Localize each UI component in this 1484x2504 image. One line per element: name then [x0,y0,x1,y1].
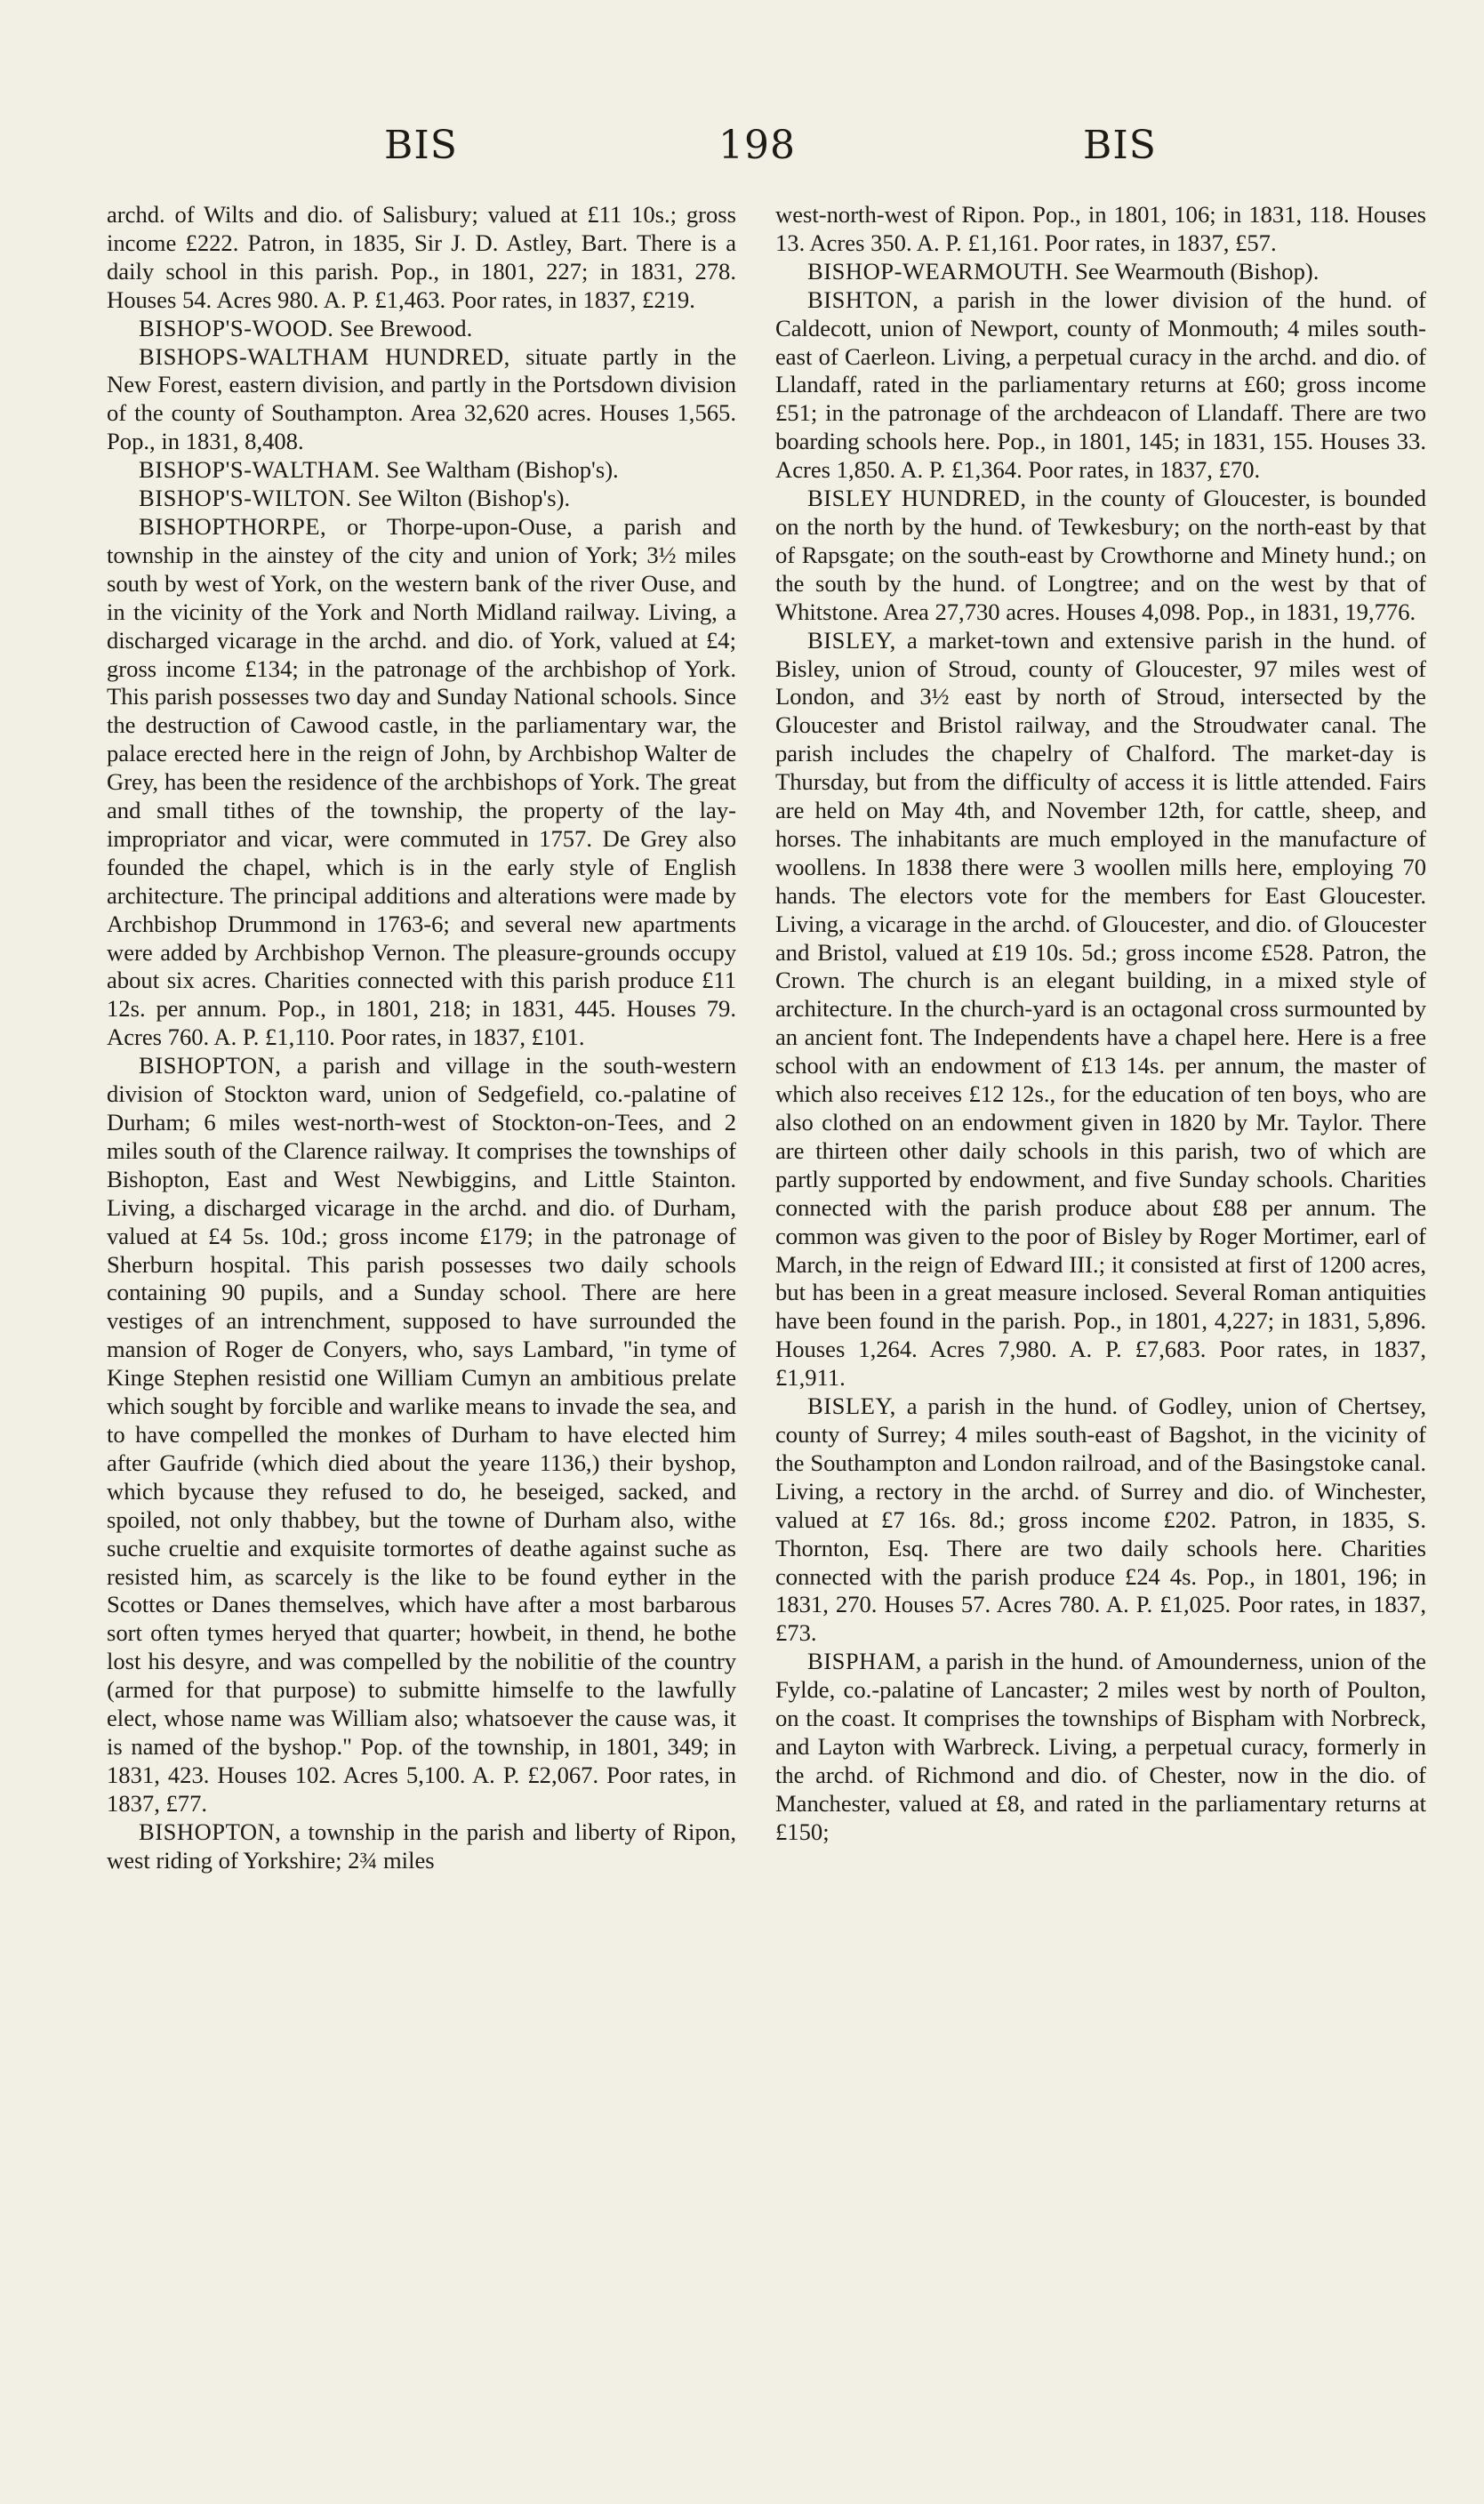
entry-headword: BISLEY, [807,626,896,654]
entry [775,286,1426,485]
entry [107,513,736,1052]
entry-headword: BISHOP'S-WILTON. [139,485,352,512]
entry-text: See Brewood. [333,314,473,341]
entry-text: a township in the parish and liberty of Ripon, west riding of Yorkshire; 2¾ miles [107,1818,736,1874]
entry-headword: BISPHAM, [807,1648,922,1675]
entry-headword: BISHOPTON, [139,1052,282,1079]
entry-text: See Wearmouth (Bishop). [1069,257,1320,285]
header-left-word: BIS [384,123,458,168]
entry [107,1052,736,1818]
entry [107,1818,736,1875]
entry-text: in the county of Gloucester, is bounded on the north by the hund. of Tewkesbury; on the north-east by that of Rapsgate; on the south-east by Crowthorne and Minety hund.; on the south by the hund. of Longtree; and on the west by that of Whitstone. Area 27,730 acres. Houses 4,098. Pop., in 1831, 19,776. [775,485,1426,625]
entry [775,1648,1426,1846]
entry-text: See Wilton (Bishop's). [351,485,571,512]
entry-headword: BISHOP'S-WALTHAM. [139,456,381,484]
entry-text: a market-town and extensive parish in the hund. of Bisley, union of Stroud, county of Gloucester, 97 miles west of London, and 3½ east by north of Stroud, intersected by the Gloucester and Bristol railway, and the Stroudwater canal. The parish includes the chapelry of Chalford. The market-day is Thursday, but from the difficulty of access it is little attended. Fairs are held on May 4th, and November 12th, for cattle, sheep, and horses. The inhabitants are much employed in the manufacture of woollens. In 1838 there were 3 woollen mills here, employing 70 hands. The electors vote for the members for East Gloucester. Living, a vicarage in the archd. of Gloucester, and dio. of Gloucester and Bristol, valued at £19 10s. 5d.; gross income £528. Patron, the Crown. The church is an elegant building, in a mixed style of architecture. In the church-yard is an octagonal cross surmounted by an ancient font. The Independents have a chapel here. Here is a free school with an endowment of £13 14s. per annum, the master of which also receives £12 12s., for the education of ten boys, who are also clothed on an endowment given in 1820 by Mr. Taylor. There are thirteen other daily schools in this parish, two of which are partly supported by endowment, and five Sunday schools. Charities connected with the parish produce about £88 per annum. The common was given to the poor of Bisley by Roger Mortimer, earl of March, in the reign of Edward III.; it consisted at first of 1200 acres, but has been in a great measure inclosed. Several Roman antiquities have been found in the parish. Pop., in 1801, 4,227; in 1831, 5,896. Houses 1,264. Acres 7,980. A. P. £7,683. Poor rates, in 1837, £1,911. [775,626,1426,1392]
entry [107,456,736,485]
entry-headword: BISLEY, [807,1392,896,1420]
entry [775,1392,1426,1648]
right-column [775,201,1426,1847]
entry-headword: BISHOPTHORPE, [139,512,327,540]
header-right-word: BIS [1083,123,1157,168]
entry [775,258,1426,286]
entry-text: or Thorpe-upon-Ouse, a parish and township in the ainstey of the city and union of York; 3½ miles south by west of York, on the western bank of the river Ouse, and in the vicinity of the York and North Midland railway. Living, a discharged vicarage in the archd. and dio. of York, valued at £4; gross income £134; in the patronage of the archbishop of York. This parish possesses two day and Sunday National schools. Since the destruction of Cawood castle, in the parliamentary war, the palace erected here in the reign of John, by Archbishop Walter de Grey, has been the residence of the archbishops of York. The great and small tithes of the township, the property of the lay-impropriator and vicar, were commuted in 1757. De Grey also founded the chapel, which is in the early style of English architecture. The principal additions and alterations were made by Archbishop Drummond in 1763-6; and several new apartments were added by Archbishop Vernon. The pleasure-grounds occupy about six acres. Charities connected with this parish produce £11 12s. per annum. Pop., in 1801, 218; in 1831, 445. Houses 79. Acres 760. A. P. £1,110. Poor rates, in 1837, £101. [107,512,736,1051]
entry [107,315,736,343]
entry-headword: BISHOP'S-WOOD. [139,314,334,341]
entry-text: a parish and village in the south-western division of Stockton ward, union of Sedgefield, co.-palatine of Durham; 6 miles west-north-west of Stockton-on-Tees, and 2 miles south of the Clarence railway. It comprises the townships of Bishopton, East and West Newbiggins, and Little Stainton. Living, a discharged vicarage in the archd. and dio. of Durham, valued at £4 5s. 10d.; gross income £179; in the patronage of Sherburn hospital. This parish possesses two daily schools containing 90 pupils, and a Sunday school. There are here vestiges of an intrenchment, supposed to have surrounded the mansion of Roger de Conyers, who, says Lambard, "in tyme of Kinge Stephen resistid one William Cumyn an ambitious prelate which sought by forcible and warlike means to invade the sea, and to have compelled the monkes of Durham to have elected him after Gaufride (which died about the yeare 1136,) their byshop, which bycause they refused to do, he beseiged, sacked, and spoiled, not only thabbey, but the towne of Durham also, withe suche crueltie and exquisite tormortes of deathe against suche as resisted him, as scarcely is the like to be found eyther in the Scottes or Danes themselves, which have after a most barbarous sort often tymes heryed that quarter; howbeit, in thend, he bothe lost his desyre, and was compelled by the nobilitie of the country (armed for that purpose) to submitte himselfe to the lawfully elect, whose name was William also; whatsoever the cause was, it is named of the byshop." Pop. of the township, in 1801, 349; in 1831, 423. Houses 102. Acres 5,100. A. P. £2,067. Poor rates, in 1837, £77. [107,1052,736,1817]
left-column [107,201,736,1874]
entry-headword: BISLEY HUNDRED, [807,485,1027,512]
entry [775,627,1426,1392]
entry-text: See Waltham (Bishop's). [380,456,619,484]
entry-headword: BISHOPTON, [139,1818,282,1845]
page-number: 198 [718,123,796,168]
entry-headword: BISHTON, [807,285,919,313]
entry-text: a parish in the hund. of Amounderness, union of the Fylde, co.-palatine of Lancaster; 2 miles west by north of Poulton, on the coast. It comprises the townships of Bispham with Norbreck, and Layton with Warbreck. Living, a perpetual curacy, formerly in the archd. of Richmond and dio. of Chester, now in the dio. of Manchester, valued at £8, and rated in the parliamentary returns at £150; [775,1648,1426,1845]
entry [107,201,736,315]
entry-text: west-north-west of Ripon. Pop., in 1801, 106; in 1831, 118. Houses 13. Acres 350. A. P. £1,161. Poor rates, in 1837, £57. [775,201,1426,256]
entry-headword: BISHOP-WEARMOUTH. [807,257,1070,285]
entry-text: archd. of Wilts and dio. of Salisbury; valued at £11 10s.; gross income £222. Patron, in 1835, Sir J. D. Astley, Bart. There is a daily school in this parish. Pop., in 1801, 227; in 1831, 278. Houses 54. Acres 980. A. P. £1,463. Poor rates, in 1837, £219. [107,201,736,313]
entry-text: a parish in the lower division of the hund. of Caldecott, union of Newport, county of Monmouth; 4 miles south-east of Caerleon. Living, a perpetual curacy in the archd. and dio. of Llandaff, rated in the parliamentary returns at £60; gross income £51; in the patronage of the archdeacon of Llandaff. There are two boarding schools here. Pop., in 1801, 145; in 1831, 155. Houses 33. Acres 1,850. A. P. £1,364. Poor rates, in 1837, £70. [775,285,1426,484]
entry [107,343,736,457]
entry-text: a parish in the hund. of Godley, union of Chertsey, county of Surrey; 4 miles south-east of Bagshot, in the vicinity of the Southampton and London railroad, and of the Basingstoke canal. Living, a rectory in the archd. of Surrey and dio. of Winchester, valued at £7 16s. 8d.; gross income £202. Patron, in 1835, S. Thornton, Esq. There are two daily schools here. Charities connected with the parish produce £24 4s. Pop., in 1801, 196; in 1831, 270. Houses 57. Acres 780. A. P. £1,025. Poor rates, in 1837, £73. [775,1392,1426,1647]
entry [775,485,1426,627]
entry-headword: BISHOPS-WALTHAM HUNDRED, [139,342,510,370]
running-header [0,123,1484,167]
entry [107,485,736,513]
entry-text: situate partly in the New Forest, eastern division, and partly in the Portsdown division of the county of Southampton. Area 32,620 acres. Houses 1,565. Pop., in 1831, 8,408. [107,342,737,455]
entry [775,201,1426,258]
